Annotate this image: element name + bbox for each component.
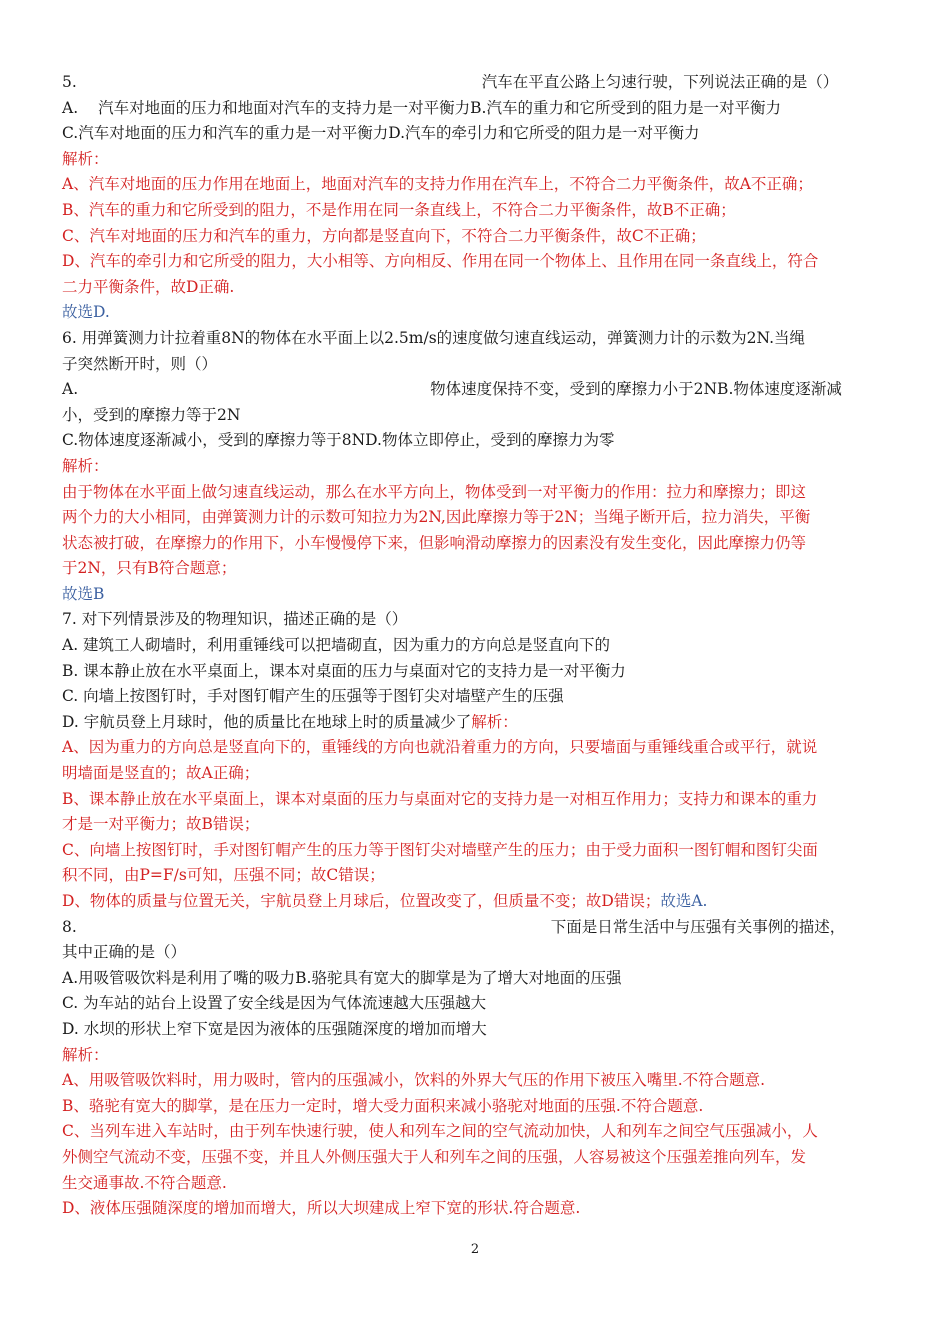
analysis-line: B、汽车的重力和它所受到的阻力，不是作用在同一条直线上，不符合二力平衡条件，故B不正确； [62,200,736,219]
analysis-line: 生交通事故.不符合题意. [62,1173,227,1192]
analysis-line: A、汽车对地面的压力作用在地面上，地面对汽车的支持力作用在汽车上，不符合二力平衡条件，故A不正确； [62,175,813,194]
option-label: A. [62,98,79,117]
analysis-last-line [62,889,890,915]
question-8-stem-cont: 其中正确的是（） [62,943,187,962]
analysis-line: C、向墙上按图钉时，手对图钉帽产生的压力等于图钉尖对墙壁产生的压力；由于受力面积一图钉帽和图钉尖面 [62,840,818,859]
question-text: 下面是日常生活中与压强有关事例的描述， [550,917,846,936]
analysis-line: 外侧空气流动不变，压强不变，并且人外侧压强大于人和列车之间的压强，人容易被这个压强差推向列车，发 [62,1147,807,1166]
question-8-option: D. 水坝的形状上窄下宽是因为液体的压强随深度的增加而增大 [62,1019,487,1038]
question-6-options-cd: C.物体速度逐渐减小，受到的摩擦力等于8ND.物体立即停止，受到的摩擦力为零 [62,431,615,450]
option-text: D. 宇航员登上月球时，他的质量比在地球上时的质量减少了 [62,712,472,731]
analysis-line: C、当列车进入车站时，由于列车快速行驶，使人和列车之间的空气流动加快，人和列车之间空气压强减小，人 [62,1122,818,1141]
question-7-option: C. 向墙上按图钉时，手对图钉帽产生的压强等于图钉尖对墙壁产生的压强 [62,687,564,706]
analysis-line: 由于物体在水平面上做匀速直线运动，那么在水平方向上，物体受到一对平衡力的作用：拉力和摩擦力；即这 [62,482,807,501]
question-6-options-ab [62,377,890,403]
question-6-stem-cont: 子突然断开时，则（） [62,354,218,373]
document-body [62,70,890,1222]
analysis-line: 状态被打破，在摩擦力的作用下，小车慢慢停下来，但影响滑动摩擦力的因素没有发生变化，因此摩擦力仍等 [62,533,807,552]
question-7-stem: 7. 对下列情景涉及的物理知识，描述正确的是（） [62,610,408,629]
analysis-line: D、汽车的牵引力和它所受的阻力，大小相等、方向相反、作用在同一个物体上、且作用在同一条直线上，符合 [62,252,819,271]
question-6-options-ab-cont: 小，受到的摩擦力等于2N [62,405,241,424]
question-7-option: A. 建筑工人砌墙时，利用重锤线可以把墙砌直，因为重力的方向总是竖直向下的 [62,636,611,655]
analysis-text: D、物体的质量与位置无关，宇航员登上月球后，位置改变了，但质量不变；故D错误； [62,892,661,910]
option-label: A. [62,380,79,399]
question-number: 8. [62,917,77,936]
analysis-line: A、用吸管吸饮料时，用力吸时，管内的压强减小，饮料的外界大气压的作用下被压入嘴里.不符合题意. [62,1071,766,1090]
analysis-label: 解析： [62,1045,109,1064]
analysis-line: 才是一对平衡力；故B错误； [62,815,260,834]
answer-line: 故选B [62,584,105,603]
analysis-label: 解析： [62,456,109,475]
analysis-line: 于2N，只有B符合题意； [62,559,237,578]
option-text: 汽车对地面的压力和地面对汽车的支持力是一对平衡力B.汽车的重力和它所受到的阻力是一对平衡力 [98,98,781,117]
analysis-label: 解析： [62,149,109,168]
question-number: 5. [62,73,77,91]
question-8-stem [62,915,890,941]
analysis-line: B、课本静止放在水平桌面上，课本对桌面的压力与桌面对它的支持力是一对相互作用力；支持力和课本的重力 [62,789,818,808]
analysis-line: C、汽车对地面的压力和汽车的重力，方向都是竖直向下，不符合二力平衡条件，故C不正确； [62,226,706,245]
analysis-line: 二力平衡条件，故D正确. [62,277,235,296]
question-5-options-ab [62,96,890,122]
answer-line: 故选A. [660,892,708,910]
question-5-stem [62,70,890,96]
analysis-line: D、液体压强随深度的增加而增大，所以大坝建成上窄下宽的形状.符合题意. [62,1199,581,1218]
question-6-stem: 6. 用弹簧测力计拉着重8N的物体在水平面上以2.5m/s的速度做匀速直线运动，弹簧测力计的示数为2N.当绳 [62,328,806,347]
analysis-line: 明墙面是竖直的；故A正确； [62,764,260,783]
analysis-line: 两个力的大小相同，由弹簧测力计的示数可知拉力为2N,因此摩擦力等于2N；当绳子断开后，拉力消失，平衡 [62,508,811,527]
analysis-line: B、骆驼有宽大的脚掌，是在压力一定时，增大受力面积来减小骆驼对地面的压强.不符合题意. [62,1096,704,1115]
option-text: 物体速度保持不变，受到的摩擦力小于2NB.物体速度逐渐减 [430,380,842,399]
analysis-line: A、因为重力的方向总是竖直向下的，重锤线的方向也就沿着重力的方向，只要墙面与重锤线重合或平行，就说 [62,738,818,757]
question-5-options-cd: C.汽车对地面的压力和汽车的重力是一对平衡力D.汽车的牵引力和它所受的阻力是一对平衡力 [62,124,700,143]
analysis-label: 解析： [471,712,518,731]
question-8-option: A.用吸管吸饮料是利用了嘴的吸力B.骆驼具有宽大的脚掌是为了增大对地面的压强 [62,968,622,987]
question-7-option-d [62,710,890,736]
question-8-option: C. 为车站的站台上设置了安全线是因为气体流速越大压强越大 [62,994,487,1013]
answer-line: 故选D. [62,303,110,322]
analysis-line: 积不同，由P=F/s可知，压强不同；故C错误； [62,866,385,885]
question-text: 汽车在平直公路上匀速行驶，下列说法正确的是（） [481,73,839,91]
page-number: 2 [470,1242,480,1257]
question-7-option: B. 课本静止放在水平桌面上，课本对桌面的压力与桌面对它的支持力是一对平衡力 [62,661,626,680]
